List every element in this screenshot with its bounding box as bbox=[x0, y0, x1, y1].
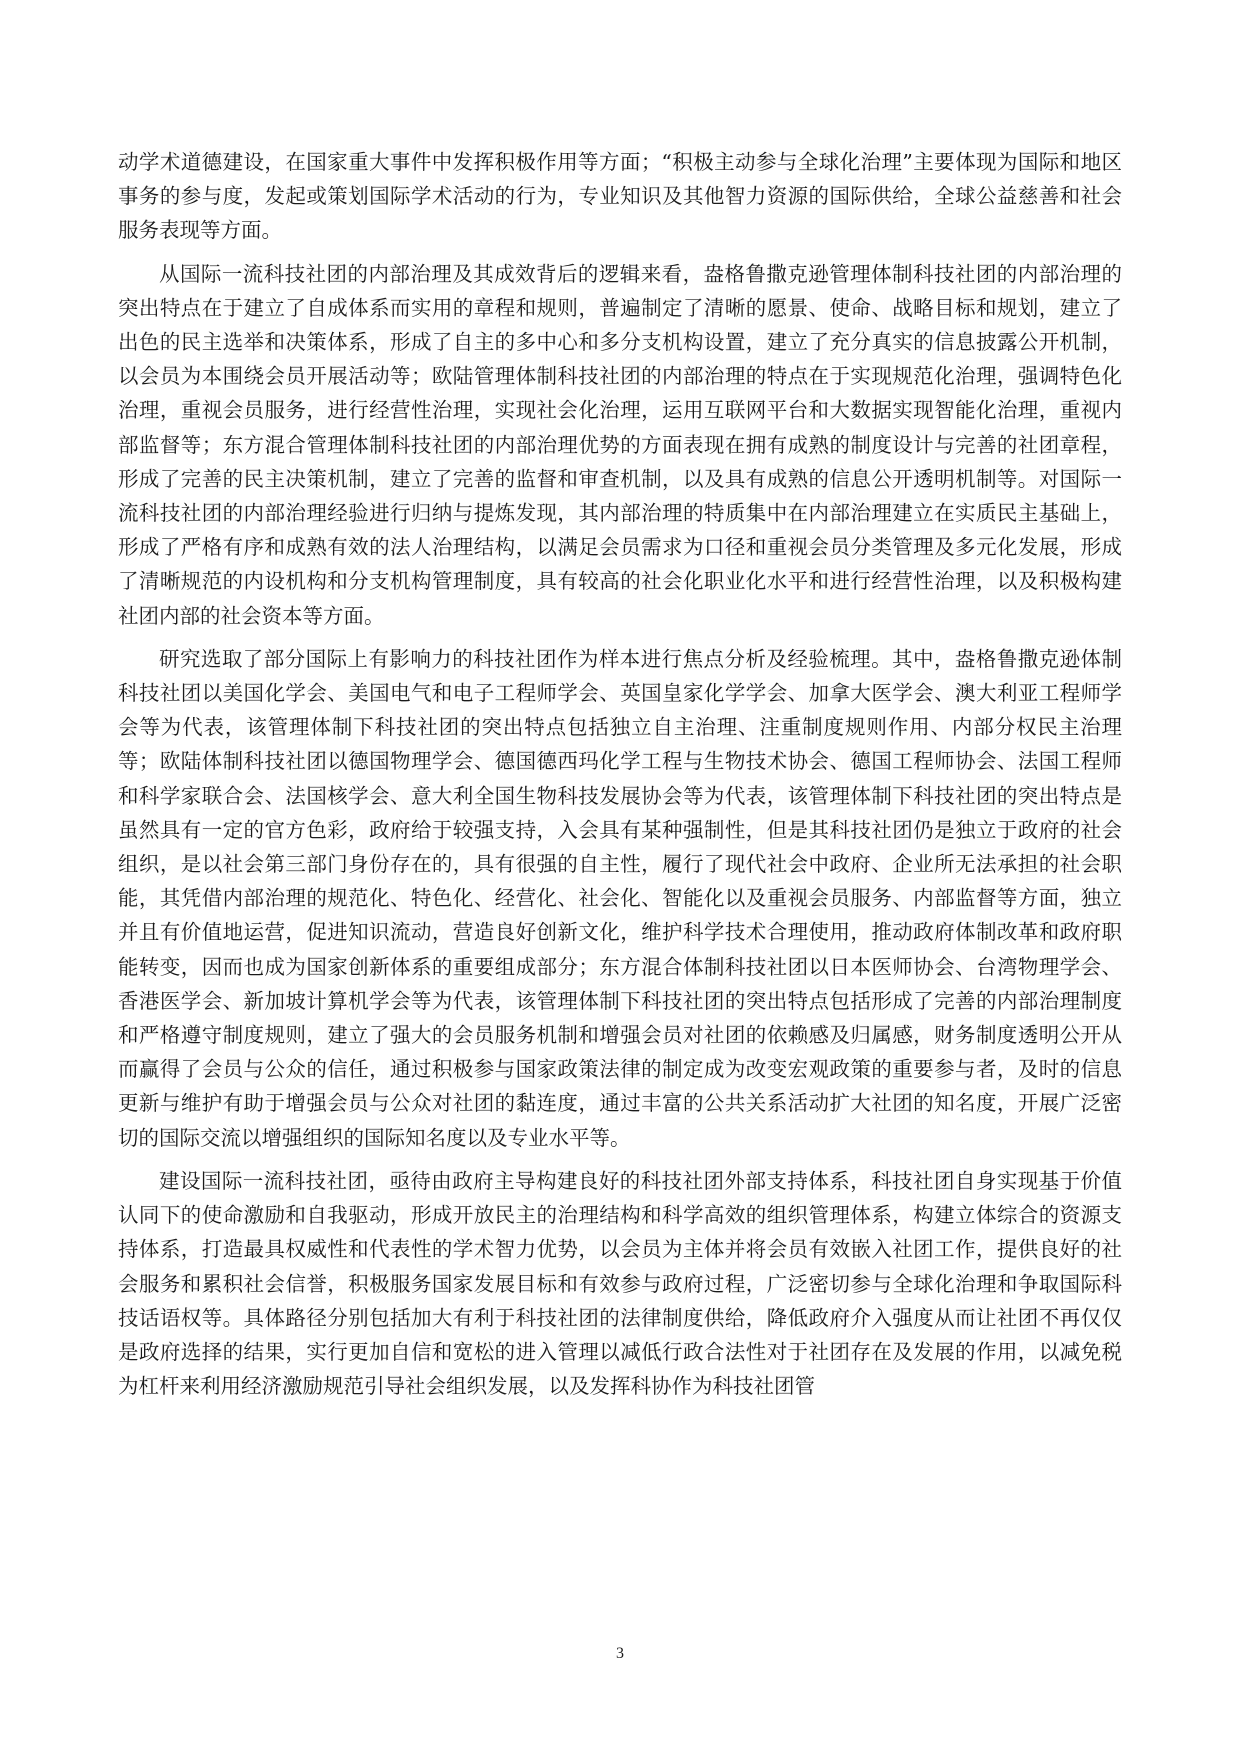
paragraph-continuation: 动学术道德建设，在国家重大事件中发挥积极作用等方面；“积极主动参与全球化治理”主要体现为国际和地区事务的参与度，发起或策划国际学术活动的行为，专业知识及其他智力资源的国际供给，全球公益慈善和社会服务表现等方面。 bbox=[118, 150, 1122, 243]
paragraph-internal-governance: 从国际一流科技社团的内部治理及其成效背后的逻辑来看，盎格鲁撒克逊管理体制科技社团的内部治理的突出特点在于建立了自成体系而实用的章程和规则，普遍制定了清晰的愿景、使命、战略目标和规划，建立了出色的民主选举和决策体系，形成了自主的多中心和多分支机构设置，建立了充分真实的信息披露公开机制，以会员为本围绕会员开展活动等；欧陆管理体制科技社团的内部治理的特点在于实现规范化治理，强调特色化治理，重视会员服务，进行经营性治理，实现社会化治理，运用互联网平台和大数据实现智能化治理，重视内部监督等；东方混合管理体制科技社团的内部治理优势的方面表现在拥有成熟的制度设计与完善的社团章程，形成了完善的民主决策机制，建立了完善的监督和审查机制，以及具有成熟的信息公开透明机制等。对国际一流科技社团的内部治理经验进行归纳与提炼发现，其内部治理的特质集中在内部治理建立在实质民主基础上，形成了严格有序和成熟有效的法人治理结构，以满足会员需求为口径和重视会员分类管理及多元化发展，形成了清晰规范的内设机构和分支机构管理制度，具有较高的社会化职业化水平和进行经营性治理，以及积极构建社团内部的社会资本等方面。 bbox=[118, 261, 1122, 628]
page-number: 3 bbox=[616, 1645, 624, 1662]
paragraph-case-study: 研究选取了部分国际上有影响力的科技社团作为样本进行焦点分析及经验梳理。其中，盎格鲁撒克逊体制科技社团以美国化学会、美国电气和电子工程师学会、英国皇家化学学会、加拿大医学会、澳大利亚工程师学会等为代表，该管理体制下科技社团的突出特点包括独立自主治理、注重制度规则作用、内部分权民主治理等；欧陆体制科技社团以德国物理学会、德国德西玛化学工程与生物技术协会、德国工程师协会、法国工程师和科学家联合会、法国核学会、意大利全国生物科技发展协会等为代表，该管理体制下科技社团的突出特点是虽然具有一定的官方色彩，政府给于较强支持，入会具有某种强制性，但是其科技社团仍是独立于政府的社会组织，是以社会第三部门身份存在的，具有很强的自主性，履行了现代社会中政府、企业所无法承担的社会职能，其凭借内部治理的规范化、特色化、经营化、社会化、智能化以及重视会员服务、内部监督等方面，独立并且有价值地运营，促进知识流动，营造良好创新文化，维护科学技术合理使用，推动政府体制改革和政府职能转变，因而也成为国家创新体系的重要组成部分；东方混合体制科技社团以日本医师协会、台湾物理学会、香港医学会、新加坡计算机学会等为代表，该管理体制下科技社团的突出特点包括形成了完善的内部治理制度和严格遵守制度规则，建立了强大的会员服务机制和增强会员对社团的依赖感及归属感，财务制度透明公开从而赢得了会员与公众的信任，通过积极参与国家政策法律的制定成为改变宏观政策的重要参与者，及时的信息更新与维护有助于增强会员与公众对社团的黏连度，通过丰富的公共关系活动扩大社团的知名度，开展广泛密切的国际交流以增强组织的国际知名度以及专业水平等。 bbox=[118, 646, 1122, 1150]
paragraph-recommendations: 建设国际一流科技社团，亟待由政府主导构建良好的科技社团外部支持体系，科技社团自身实现基于价值认同下的使命激励和自我驱动，形成开放民主的治理结构和科学高效的组织管理体系，构建立体综合的资源支持体系，打造最具权威性和代表性的学术智力优势，以会员为主体并将会员有效嵌入社团工作，提供良好的社会服务和累积社会信誉，积极服务国家发展目标和有效参与政府过程，广泛密切参与全球化治理和争取国际科技话语权等。具体路径分别包括加大有利于科技社团的法律制度供给，降低政府介入强度从而让社团不再仅仅是政府选择的结果，实行更加自信和宽松的进入管理以减低行政合法性对于社团存在及发展的作用，以减免税为杠杆来利用经济激励规范引导社会组织发展，以及发挥科协作为科技社团管 bbox=[118, 1168, 1122, 1399]
body-text bbox=[118, 145, 1122, 1412]
